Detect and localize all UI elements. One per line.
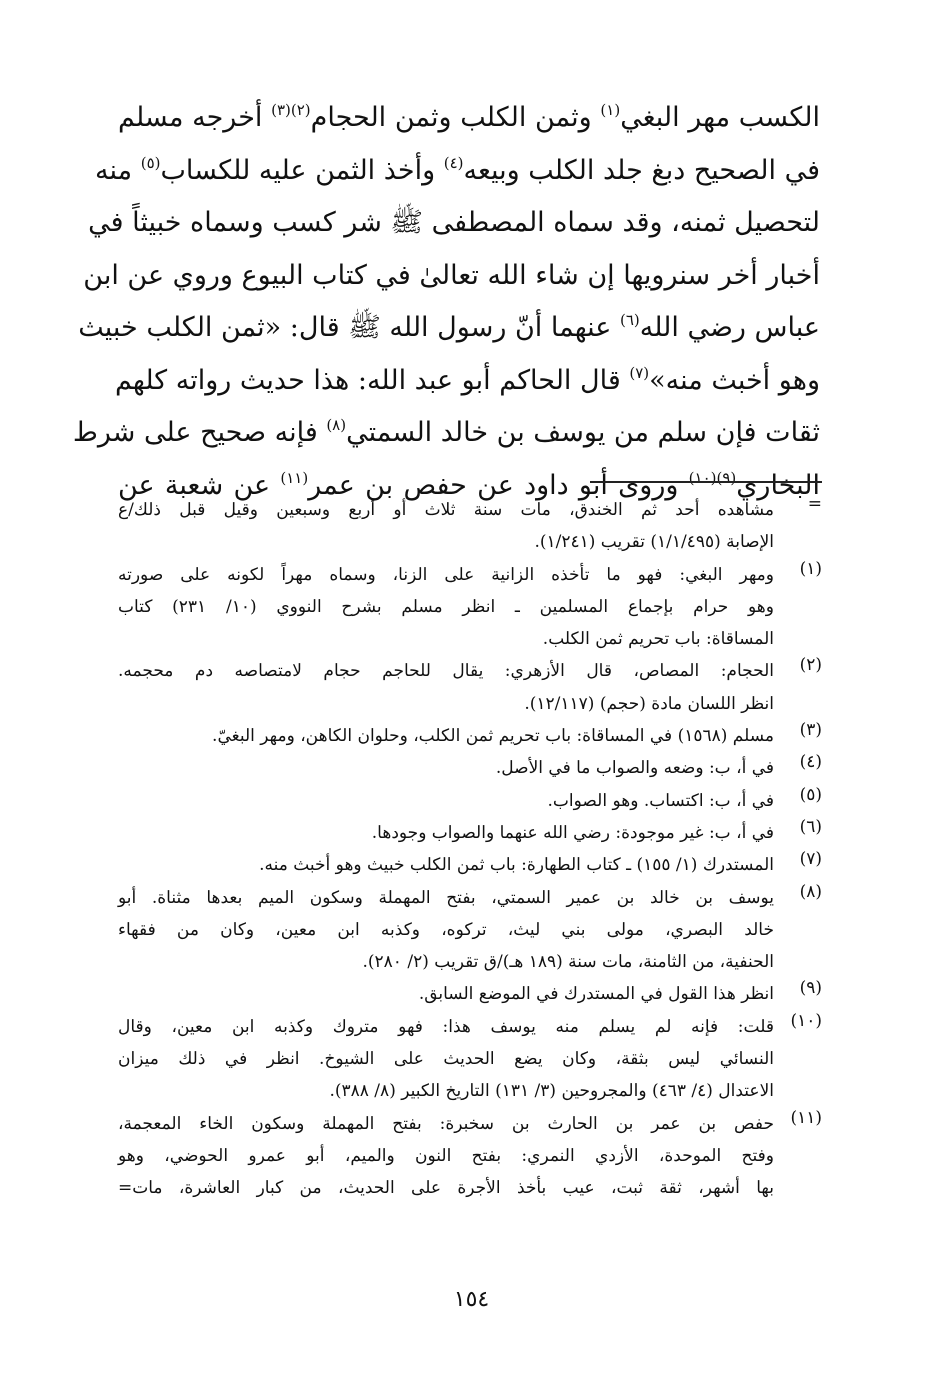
footnote-line: خالد البصري، مولى بني ليث، تركوه، وكذبه ابن معين، وكان من فقهاء [118,919,774,940]
footnote-line: الحجام: المصاص، قال الأزهري: يقال للحاجم حجام لامتصاصه دم محجمه. [118,661,774,682]
main-text-line: في الصحيح دبغ جلد الكلب وبيعه$^{(٤)}$ وأخذ الثمن عليه للكساب$^{(٥)}$ منه [95,153,820,186]
footnote [118,849,822,881]
footnote-line: انظر اللسان مادة (حجم) (١٢/١١٧). [524,693,774,714]
footnote [118,978,822,1010]
main-text-block [72,92,820,512]
footnote [118,882,822,979]
footnote-line: في أ، ب: اكتساب. وهو الصواب. [547,790,774,811]
footnote-line: يوسف بن خالد بن عمير السمتي، بفتح المهملة وسكون الميم بعدها مثناة. أبو [118,887,774,908]
footnote-line: المستدرك (١/ ١٥٥) ـ كتاب الطهارة: باب ثمن الكلب خبيث وهو أخبث منه. [259,855,774,876]
footnotes-block [118,494,822,1205]
main-text-line: لتحصيل ثمنه، وقد سماه المصطفى ﷺ شر كسب وسماه خبيثاً في [88,207,820,238]
footnote-number: (٩) [799,978,822,999]
footnote [118,1011,822,1108]
footnote [118,559,822,656]
footnote-reference: (٢)(٣) [271,101,311,119]
footnote-line: انظر هذا القول في المستدرك في الموضع السابق. [418,984,774,1005]
footnote-line: الحنفية، من الثامنة، مات سنة (١٨٩ هـ)/ق تقريب (٢/ ٢٨٠). [362,952,774,973]
footnote-reference: (٤) [443,153,464,172]
footnote [118,494,822,559]
footnote-line: مسلم (١٥٦٨) في المساقاة: باب تحريم ثمن الكلب، وحلوان الكاهن، ومهر البغيّ. [212,726,774,747]
footnote-reference: (٨) [326,416,347,434]
footnote [118,1108,822,1205]
footnote-number: (١٠) [790,1010,822,1031]
footnote-number: = [807,494,822,514]
footnote-line: الإصابة (١/١/٤٩٥) تقريب (١/٢٤١). [534,532,774,553]
footnote-number: (٥) [799,784,822,805]
footnote-line: الاعتدال (٤/ ٤٦٣) والمجروحين (٣/ ١٣١) التاريخ الكبير (٨/ ٣٨٨). [329,1081,774,1102]
footnote-text [118,559,774,656]
footnote-text [118,849,774,881]
footnote [118,720,822,752]
footnote-text [118,494,774,559]
main-text-line: أخبار أخر سنرويها إن شاء الله تعالىٰ في كتاب البيوع وروي عن ابن [83,259,820,291]
footnote-reference: (٥) [140,153,161,172]
footnote-reference: (١١) [280,468,309,487]
footnote-text [118,1108,774,1205]
footnote-text [118,720,774,752]
footnote-text [118,785,774,817]
main-text-line: ثقات فإن سلم من يوسف بن خالد السمتي$^{(٨)}$ فإنه صحيح على شرط [72,416,820,448]
footnote-line: في أ، ب: وضعه والصواب ما في الأصل. [495,758,774,779]
footnote-line: النسائي ليس بثقة، وكان يضع الحديث على الشيوخ. انظر في ذلك ميزان [118,1049,774,1070]
footnote-line: وهو حرام بإجماع المسلمين ـ انظر مسلم بشرح النووي (١٠/ ٢٣١) كتاب [118,596,774,617]
footnote-separator [590,481,822,483]
main-text-line: الكسب مهر البغي$^{(١)}$ وثمن الكلب وثمن الحجام$^{(٢)(٣)}$ أخرجه مسلم [118,101,820,133]
footnote-line: حفص بن عمر بن الحارث بن سخبرة: بفتح المهملة وسكون الخاء المعجمة، [118,1113,774,1134]
footnote-text [118,1011,774,1108]
footnote-text [118,978,774,1010]
footnote-number: (٨) [799,881,822,902]
footnote-number: (٤) [799,752,822,773]
footnote-line: بها أشهر، ثقة ثبت، عيب بأخذ الأجرة على الحديث، من كبار العاشرة، مات= [118,1178,774,1199]
footnote-reference: (٩)(١٠) [688,468,737,487]
footnote [118,752,822,784]
footnote-number: (١) [799,558,822,579]
footnote-number: (١١) [790,1107,822,1128]
footnote-number: (٢) [799,655,822,676]
main-text-line: عباس رضي الله$^{(٦)}$ عنهما أنّ رسول الله ﷺ قال: «ثمن الكلب خبيث [78,311,820,343]
footnote [118,785,822,817]
footnote-reference: (١) [600,101,621,119]
page-number: ١٥٤ [453,1287,490,1312]
footnote-number: (٦) [799,816,822,837]
footnote-reference: (٦) [619,311,640,329]
main-text-line: البخاري$^{(٩)(١٠)}$ وروى أبو داود عن حفص بن عمر$^{(١١)}$ عن شعبة عن [118,468,820,501]
footnote-line: مشاهده أحد ثم الخندق، مات سنة ثلاث أو أربع وسبعين وقيل قبل ذلك/ع [118,500,774,520]
footnote-number: (٣) [799,720,822,741]
footnote-text [118,655,774,720]
footnote-line: وفتح الموحدة، الأزدي النمري: بفتح النون والميم، أبو عمرو الحوضي، وهو [118,1145,774,1166]
footnote [118,817,822,849]
footnote [118,655,822,720]
footnote-line: قلت: فإنه لم يسلم منه يوسف هذا: فهو متروك وكذبه ابن معين، وقال [118,1016,774,1037]
footnote-reference: (٧) [629,363,650,382]
footnote-line: المساقاة: باب تحريم ثمن الكلب. [542,629,774,650]
footnote-text [118,817,774,849]
footnote-line: في أ، ب: غير موجودة: رضي الله عنهما والصواب وجودها. [371,822,774,843]
footnote-line: ومهر البغي: فهو ما تأخذه الزانية على الزنا، وسماه مهراً لكونه على صورته [118,564,774,585]
footnote-text [118,752,774,784]
footnote-number: (٧) [799,849,822,870]
footnote-text [118,882,774,979]
main-text-line: وهو أخبث منه»$^{(٧)}$ قال الحاكم أبو عبد الله: هذا حديث رواته كلهم [114,363,820,396]
